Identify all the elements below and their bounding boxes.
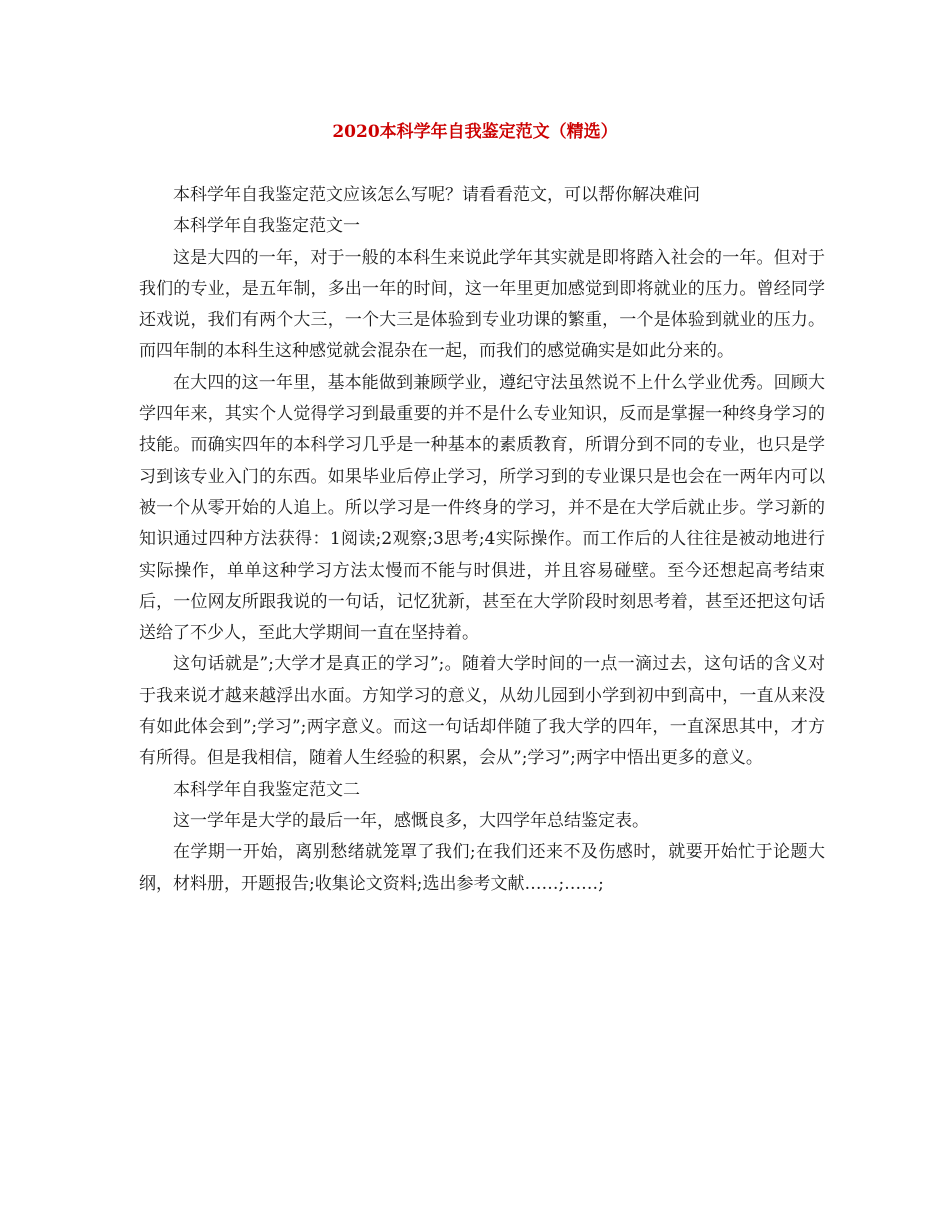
body-paragraph: 在学期一开始，离别愁绪就笼罩了我们;在我们还来不及伤感时，就要开始忙于论题大纲，材料册，开题报告;收集论文资料;选出参考文献……;……; [139, 842, 825, 894]
intro-paragraph: 本科学年自我鉴定范文应该怎么写呢？请看看范文，可以帮你解决难问 [173, 185, 700, 205]
body-paragraph: 这句话就是”;大学才是真正的学习”;。随着大学时间的一点一滴过去，这句话的含义对于我来说才越来越浮出水面。方知学习的意义，从幼儿园到小学到初中到高中，一直从来没有如此体会到”;学习”;两字意义。而这一句话却伴随了我大学的四年，一直深思其中，才方有所得。但是我相信，随着人生经验的积累，会从”;学习”;两字中悟出更多的意义。 [139, 654, 825, 769]
document-title: 2020本科学年自我鉴定范文（精选） [332, 122, 618, 142]
document-body [139, 180, 825, 900]
body-paragraph: 在大四的这一年里，基本能做到兼顾学业，遵纪守法虽然说不上什么学业优秀。回顾大学四年来，其实个人觉得学习到最重要的并不是什么专业知识，反而是掌握一种终身学习的技能。而确实四年的本科学习几乎是一种基本的素质教育，所谓分到不同的专业，也只是学习到该专业入门的东西。如果毕业后停止学习，所学习到的专业课只是也会在一两年内可以被一个从零开始的人追上。所以学习是一件终身的学习，并不是在大学后就止步。学习新的知识通过四种方法获得：1阅读;2观察;3思考;4实际操作。而工作后的人往往是被动地进行实际操作，单单这种学习方法太慢而不能与时俱进，并且容易碰壁。至今还想起高考结束后，一位网友所跟我说的一句话，记忆犹新，甚至在大学阶段时刻思考着，甚至还把这句话送给了不少人，至此大学期间一直在坚持着。 [139, 372, 825, 644]
section-heading-1: 本科学年自我鉴定范文一 [173, 216, 360, 237]
section-heading-2: 本科学年自我鉴定范文二 [173, 779, 360, 800]
body-paragraph: 这是大四的一年，对于一般的本科生来说此学年其实就是即将踏入社会的一年。但对于我们的专业，是五年制，多出一年的时间，这一年里更加感觉到即将就业的压力。曾经同学还戏说，我们有两个大三，一个大三是体验到专业功课的繁重，一个是体验到就业的压力。而四年制的本科生这种感觉就会混杂在一起，而我们的感觉确实是如此分来的。 [139, 247, 825, 362]
body-paragraph: 这一学年是大学的最后一年，感慨良多，大四学年总结鉴定表。 [173, 810, 649, 831]
